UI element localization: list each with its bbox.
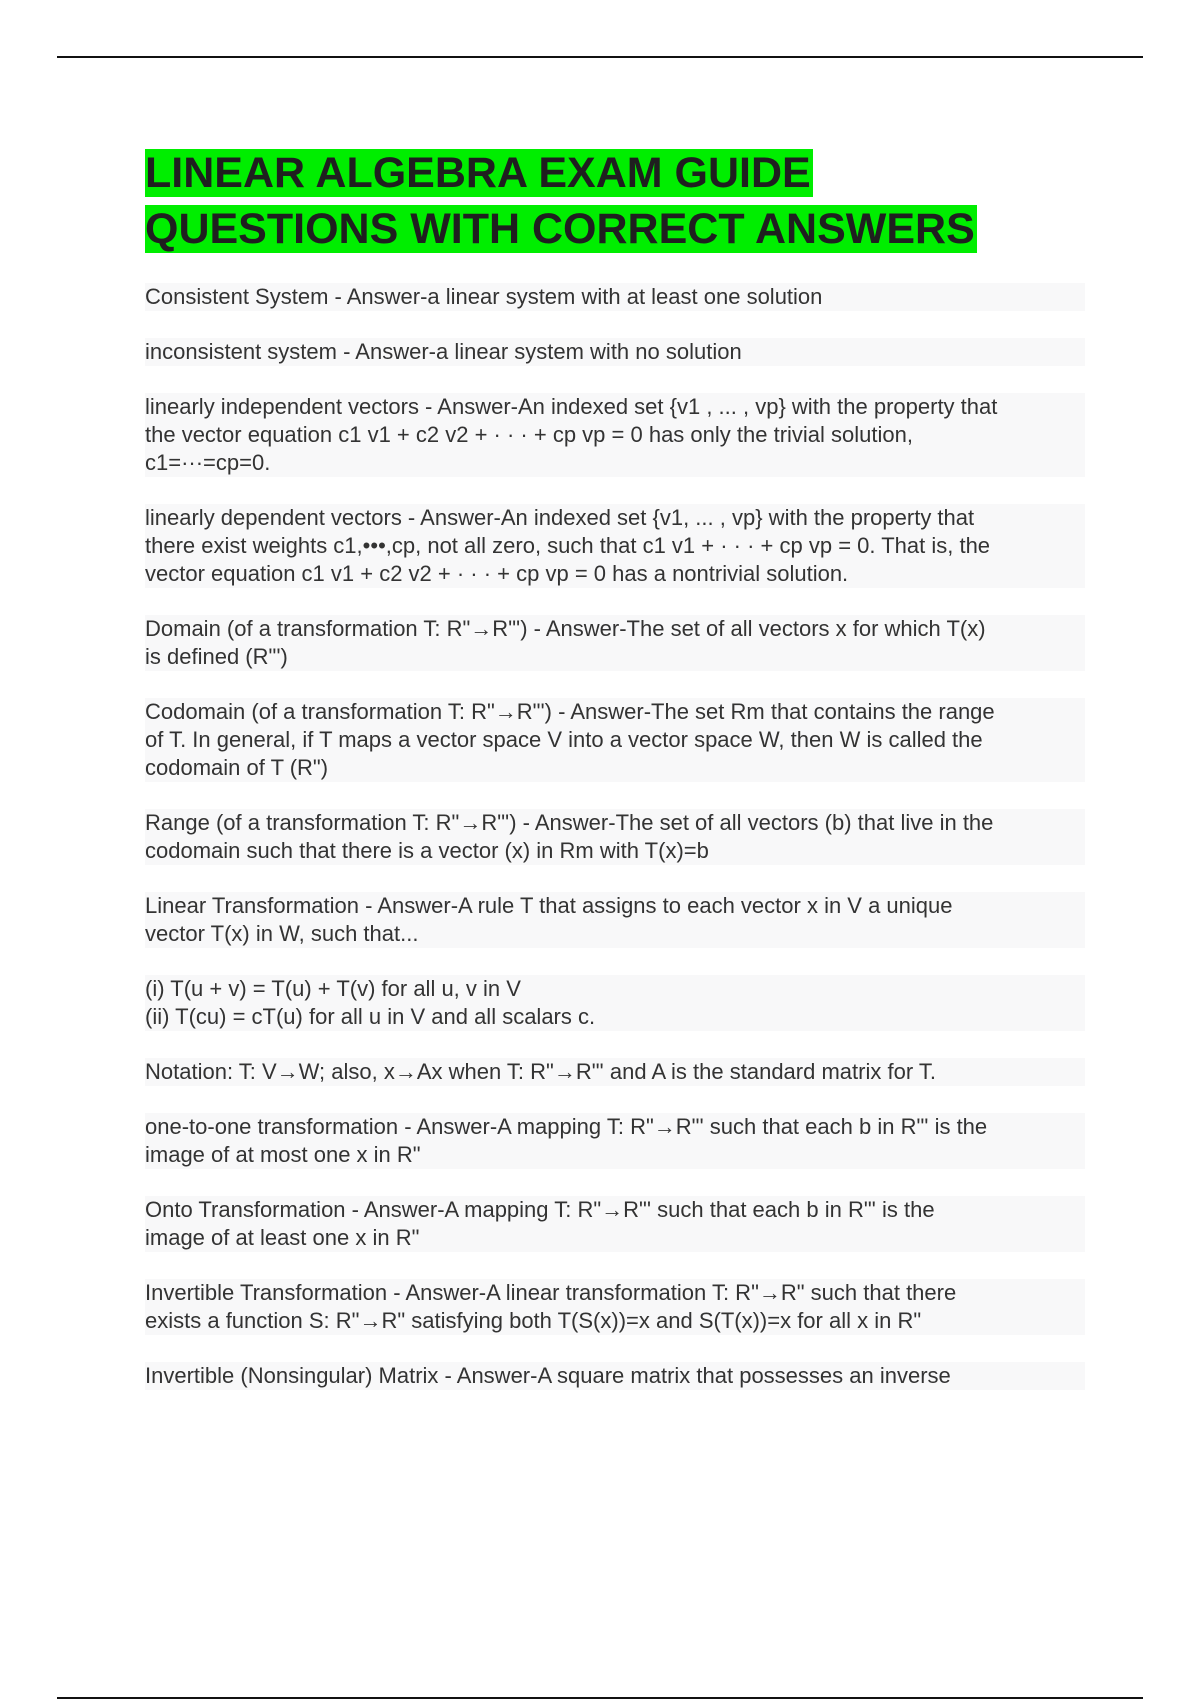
entry-line: image of at most one x in R": [145, 1142, 421, 1167]
entry-line: Range (of a transformation T: R"→R"') - Answer-The set of all vectors (b) that live in the: [145, 810, 994, 835]
entry-line: Consistent System - Answer-a linear system with at least one solution: [145, 284, 823, 309]
document-page: [145, 145, 1085, 1417]
qa-entry-linearity-conditions: [145, 975, 1085, 1031]
entry-line: of T. In general, if T maps a vector space V into a vector space W, then W is called the: [145, 727, 983, 752]
entry-line: the vector equation c1 v1 + c2 v2 + · · · + cp vp = 0 has only the trivial solution,: [145, 422, 913, 447]
entry-line: c1=···=cp=0.: [145, 450, 271, 475]
entry-line: vector equation c1 v1 + c2 v2 + · · · + cp vp = 0 has a nontrivial solution.: [145, 561, 849, 586]
qa-entry-linearly-independent: [145, 393, 1085, 477]
entry-line: image of at least one x in R": [145, 1225, 420, 1250]
entry-line: linearly independent vectors - Answer-An indexed set {v1 , ... , vp} with the property that: [145, 394, 998, 419]
top-rule: [57, 56, 1143, 58]
qa-entry-codomain: [145, 698, 1085, 782]
entry-line: Domain (of a transformation T: R"→R"') - Answer-The set of all vectors x for which T(x): [145, 616, 986, 641]
qa-entry-notation: [145, 1058, 1085, 1086]
entry-line: there exist weights c1,•••,cp, not all zero, such that c1 v1 + · · · + cp vp = 0. That is, the: [145, 533, 991, 558]
qa-entry-onto: [145, 1196, 1085, 1252]
entry-line: linearly dependent vectors - Answer-An indexed set {v1, ... , vp} with the property that: [145, 505, 975, 530]
entry-line: (ii) T(cu) = cT(u) for all u in V and all scalars c.: [145, 1004, 596, 1029]
entry-line: codomain such that there is a vector (x) in Rm with T(x)=b: [145, 838, 709, 863]
qa-entry-domain: [145, 615, 1085, 671]
qa-entry-inconsistent-system: [145, 338, 1085, 366]
title-line-1: LINEAR ALGEBRA EXAM GUIDE: [145, 149, 811, 197]
entry-line: vector T(x) in W, such that...: [145, 921, 419, 946]
entry-line: Codomain (of a transformation T: R"→R"') - Answer-The set Rm that contains the range: [145, 699, 995, 724]
entry-line: exists a function S: R"→R" satisfying both T(S(x))=x and S(T(x))=x for all x in R": [145, 1308, 922, 1333]
entry-line: (i) T(u + v) = T(u) + T(v) for all u, v in V: [145, 976, 521, 1001]
document-title: [145, 145, 1085, 257]
qa-entry-linear-transformation: [145, 892, 1085, 948]
qa-entry-invertible-transformation: [145, 1279, 1085, 1335]
qa-entry-one-to-one: [145, 1113, 1085, 1169]
qa-entry-invertible-matrix: [145, 1362, 1085, 1390]
entry-line: Notation: T: V→W; also, x→Ax when T: R"→R"' and A is the standard matrix for T.: [145, 1059, 936, 1084]
qa-entry-consistent-system: [145, 283, 1085, 311]
entry-line: Invertible (Nonsingular) Matrix - Answer-A square matrix that possesses an inverse: [145, 1363, 951, 1388]
qa-entry-range: [145, 809, 1085, 865]
entry-line: is defined (R"'): [145, 644, 288, 669]
entry-line: one-to-one transformation - Answer-A mapping T: R"→R"' such that each b in R"' is the: [145, 1114, 988, 1139]
entry-line: codomain of T (R"): [145, 755, 329, 780]
entry-line: inconsistent system - Answer-a linear system with no solution: [145, 339, 742, 364]
qa-entry-list: [145, 283, 1085, 1390]
title-line-2: QUESTIONS WITH CORRECT ANSWERS: [145, 205, 975, 253]
bottom-rule: [57, 1697, 1143, 1699]
qa-entry-linearly-dependent: [145, 504, 1085, 588]
entry-line: Onto Transformation - Answer-A mapping T: R"→R"' such that each b in R"' is the: [145, 1197, 935, 1222]
entry-line: Invertible Transformation - Answer-A linear transformation T: R"→R" such that there: [145, 1280, 957, 1305]
entry-line: Linear Transformation - Answer-A rule T that assigns to each vector x in V a unique: [145, 893, 953, 918]
